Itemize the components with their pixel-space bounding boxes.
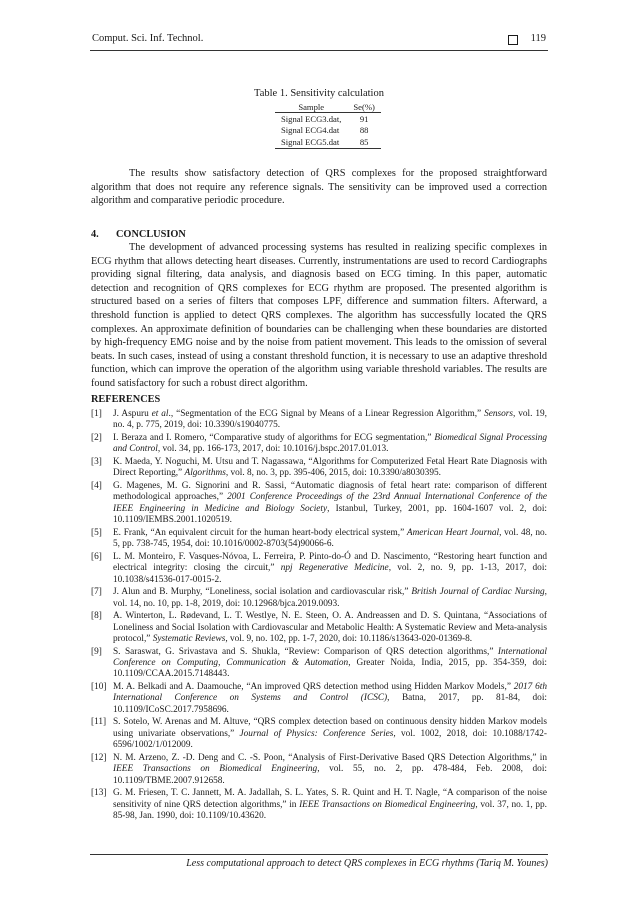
reference-number: [12] [91, 752, 107, 763]
table-row [275, 113, 381, 125]
reference-source: Systematic Reviews [152, 634, 226, 645]
reference-item [91, 753, 547, 787]
footer-rule [90, 854, 548, 855]
reference-text: , vol. 19, no. 4, p. 775, 2019, doi: 10.3390/s19040775. [113, 409, 548, 431]
reference-text: vol. 1002, 2018, doi: 10.1088/1742-6596/1002/1/012009. [113, 728, 548, 751]
section-heading [91, 229, 186, 240]
reference-item [91, 587, 547, 610]
reference-text: J. Aspuru [113, 409, 152, 419]
reference-number: [4] [91, 481, 102, 491]
page-footer: Less computational approach to detect QRS complexes in ECG rhythms (Tariq M. Younes) [186, 858, 548, 869]
reference-number: [7] [91, 587, 102, 598]
reference-text: E. Frank, “An equivalent circuit for the human heart-body electrical system,” [113, 527, 407, 538]
table-cell-se: 85 [347, 136, 380, 148]
reference-text: , Greater Noida, India, 2015, pp. 354-359, doi: 10.1109/CCAA.2015.7148443. [113, 658, 547, 680]
reference-number: [10] [91, 682, 107, 693]
reference-number: [13] [91, 788, 107, 799]
reference-item [91, 647, 547, 681]
reference-text: , Batna, 2017, pp. 81-84, doi: 10.1109/ICoSC.2017.7958696. [113, 693, 547, 715]
reference-item [91, 611, 547, 645]
reference-text: S. Saraswat, G. Srivastava and S. Shukla, “Review: Comparison of QRS detection algorithms,” [113, 646, 498, 657]
reference-text: , vol. 9, no. 102, pp. 1-7, 2020, doi: 10.1186/s13643-020-01369-8. [225, 634, 473, 645]
reference-text: , vol. 8, no. 3, pp. 395-406, 2015, doi: 10.3390/a8030395. [225, 468, 441, 479]
reference-text: , vol. 14, no. 10, pp. 1-8, 2019, doi: 10.12968/bjca.2019.0093. [113, 587, 547, 609]
reference-text: S. Sotelo, W. Arenas and M. Altuve, “QRS complex detection based on continuous density hidden Markov models using univariate observations,” [113, 717, 547, 739]
reference-item [91, 717, 547, 751]
reference-number: [8] [91, 611, 102, 622]
reference-text: , Istanbul, Turkey, 2001, pp. 1604-1607 vol. 2, doi: 10.1109/IEMBS.2001.1020519. [113, 503, 548, 526]
reference-item [91, 457, 547, 480]
page-header [92, 33, 546, 49]
reference-text: , vol. 2, no. 9, pp. 1-13, 2017, doi: 10.1038/s41536-017-0015-2. [113, 563, 547, 585]
reference-text: J. Alun and B. Murphy, “Loneliness, social isolation and cardiovascular risk,” [113, 587, 412, 598]
reference-item [91, 409, 547, 432]
reference-source: et al [151, 409, 169, 419]
reference-number: [6] [91, 551, 102, 562]
reference-number: [2] [91, 433, 102, 443]
sensitivity-table [275, 101, 381, 149]
reference-text: G. Magenes, M. G. Signorini and R. Sassi, “Automatic diagnosis of fetal heart rate: comparison of different methodological approaches,” [113, 481, 547, 503]
reference-text: A. Winterton, L. Rødevand, L. T. Westlye, N. E. Steen, O. A. Andreassen and D. S. Quintana, “Associations of Loneliness and Social Isolation with Cardiovascular and Metabolic Health: A Systematic Review and Meta-analysis protocol,” [113, 611, 547, 645]
reference-source: American Heart Journal [406, 527, 500, 538]
table-cell-sample: Signal ECG4.dat [281, 125, 340, 136]
reference-item [91, 433, 547, 456]
reference-source: Biomedical Signal Processing and Control [113, 433, 547, 455]
reference-text: K. Maeda, Y. Noguchi, M. Utsu and T. Nagassawa, “Algorithms for Computerized Fetal Heart Rate Diagnosis with Direct Reporting,” [113, 457, 547, 479]
reference-text: , vol. 34, pp. 166-173, 2017, doi: 10.1016/j.bspc.2017.01.013. [157, 444, 389, 455]
section-number: 4. [91, 229, 99, 240]
reference-number: [5] [91, 527, 102, 538]
reference-text: G. M. Friesen, T. C. Jannett, M. A. Jadallah, S. L. Yates, S. R. Quint and H. T. Nagle, “A comparison of the noise sensitivity of nine QRS detection algorithms,” in [113, 788, 547, 810]
results-paragraph: The results show satisfactory detection of QRS complexes for the proposed straightforward algorithm that does not require any reference signals. The sensitivity can be improved used a correction algorithm and comparative periodic procedure. [91, 168, 547, 207]
reference-item [91, 481, 547, 527]
reference-number: [11] [91, 717, 107, 728]
reference-text: ., “Segmentation of the ECG Signal by Means of a Linear Regression Algorithm,” [168, 409, 485, 419]
table-cell-sample: Signal ECG3.dat, [281, 113, 342, 124]
table-row [275, 136, 381, 148]
reference-source: IEEE Transactions on Biomedical Engineering [299, 799, 476, 810]
page-number: 119 [530, 33, 546, 44]
section-title: CONCLUSION [116, 229, 186, 240]
reference-number: [1] [91, 409, 102, 419]
reference-source: npj Regenerative Medicine [280, 563, 389, 574]
reference-text: , vol. 48, no. 5, pp. 738-745, 1954, doi: 10.1016/0002-8703(54)90066-6. [113, 527, 547, 550]
header-rule [90, 50, 548, 51]
reference-source: International Conference on Computing, Communication & Automation [113, 646, 547, 669]
references-heading: REFERENCES [91, 394, 161, 405]
references-list [91, 409, 547, 824]
reference-text: I. Beraza and I. Romero, “Comparative study of algorithms for ECG segmentation,” [113, 433, 435, 443]
table-cell-se: 91 [359, 113, 369, 124]
reference-item [91, 552, 547, 586]
table-title: Table 1. Sensitivity calculation [254, 88, 384, 99]
reference-source: 2001 Conference Proceedings of the 23rd Annual International Conference of the IEEE Engineering in Medicine and Biology Society [113, 492, 548, 514]
reference-number: [3] [91, 457, 102, 467]
reference-item [91, 528, 547, 551]
table-cell-se: 88 [359, 125, 369, 136]
reference-text: L. M. Monteiro, F. Vasques-Nóvoa, L. Ferreira, P. Pinto-do-Ó and D. Nascimento, “Restoring heart function and electrical integrity: closing the circuit,” [113, 551, 547, 574]
reference-source: Algorithms [184, 468, 226, 479]
journal-name: Comput. Sci. Inf. Technol. [92, 33, 204, 44]
reference-text: M. A. Belkadi and A. Daamouche, “An improved QRS detection method using Hidden Markov Models,” [113, 682, 514, 693]
table-header-sample: Sample [275, 101, 347, 113]
reference-number: [9] [91, 646, 102, 657]
reference-source: IEEE Transactions on Biomedical Engineering [113, 764, 318, 775]
reference-item [91, 788, 547, 822]
conclusion-paragraph: The development of advanced processing systems has resulted in realizing specific complexes in ECG rhythm that allows detecting heart diseases. Currently, instrumentations are used to record Cardiographs providing signal filtering, data analysis, and diagnosis based on ECG timing. In this paper, automatic detection and recognition of QRS complexes for ECG rhythm are proposed. The presented algorithm is structured based on a series of filters that composes LPF, difference and summation filters. Afterward, a threshold function is applied to detect QRS complexes. The algorithm has successfully located the QRS complexes. An approximate definition of boundaries can be challenging when these boundaries are distorted by high-frequency EMG noise and by the noise from patient movement. This leads to the omission of several beats. In such cases, instead of using a constant threshold function, it is necessary to use an adaptive threshold function, which can improve the operation of the algorithm using variable threshold variables. The results are found satisfactory for such a robust direct algorithm. [91, 242, 547, 389]
square-outline-icon [508, 35, 518, 45]
table-cell-sample: Signal ECG5.dat [275, 136, 347, 148]
table-header-se: Se(%) [347, 101, 380, 113]
reference-source: Sensors [484, 409, 514, 419]
reference-text: , vol. 55, no. 2, pp. 478-484, Feb. 2008, doi: 10.1109/TBME.2007.912658. [113, 764, 547, 786]
reference-source: British Journal of Cardiac Nursing [411, 587, 545, 598]
table-row [275, 125, 381, 137]
reference-text: , vol. 37, no. 1, pp. 85-98, Jan. 1990, doi: 10.1109/10.43620. [113, 799, 547, 822]
reference-item [91, 682, 547, 716]
reference-source: Journal of Physics: Conference Series, [239, 728, 396, 739]
reference-text: N. M. Arzeno, Z. -D. Deng and C. -S. Poon, “Analysis of First-Derivative Based QRS Detection Algorithms,” in [113, 752, 547, 763]
reference-source: 2017 6th International Conference on Systems and Control (ICSC) [113, 682, 547, 704]
